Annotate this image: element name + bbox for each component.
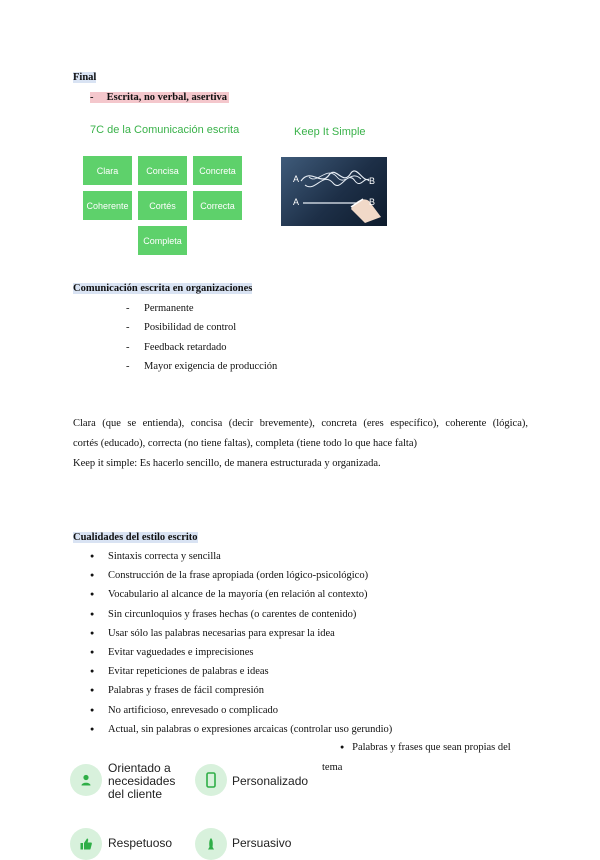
list-item: ● Vocabulario al alcance de la mayoría (en relación al contexto) (90, 585, 392, 604)
summary-paragraph (73, 414, 528, 474)
list-item: - Permanente (126, 299, 277, 318)
cell-concisa: Concisa (138, 156, 187, 185)
heading-final: Final (73, 72, 97, 83)
kis-title: Keep It Simple (294, 126, 366, 138)
list-item: ● Construcción de la frase apropiada (orden lógico-psicológico) (90, 566, 392, 585)
seven-c-grid (83, 156, 243, 256)
extra-item-line-1: Palabras y frases que sean propias del (352, 742, 511, 753)
subheading-text: Escrita, no verbal, asertiva (106, 92, 228, 103)
seven-c-title: 7C de la Comunicación escrita (90, 124, 240, 136)
paragraph-line-3: Keep it simple: Es hacerlo sencillo, de manera estructurada y organizada. (73, 458, 381, 469)
bullet-icon: ● (340, 743, 345, 751)
feature-personalized: Personalizado (232, 774, 309, 788)
kis-label-a2: A (293, 197, 300, 207)
feature-line: Orientado a (108, 761, 171, 775)
list-item: ● Evitar repeticiones de palabras e ideas (90, 662, 392, 681)
qualities-list (90, 547, 392, 739)
paragraph-line-2: cortés (educado), correcta (no tiene faltas), completa (tiene todo lo que hace falta) (73, 438, 417, 449)
feature-persuasive: Persuasivo (232, 836, 292, 850)
subheading (90, 92, 229, 103)
kis-label-b1: B (369, 176, 376, 186)
scribble-path-illustration (281, 157, 387, 226)
cell-coherente: Coherente (83, 191, 132, 220)
cell-correcta: Correcta (193, 191, 242, 220)
org-title: Comunicación escrita en organizaciones (73, 283, 253, 294)
cell-completa: Completa (138, 226, 187, 255)
list-item: ● Actual, sin palabras o expresiones arcaicas (controlar uso gerundio) (90, 720, 392, 739)
cell-cortes: Cortés (138, 191, 187, 220)
rocket-icon (195, 828, 227, 860)
kis-image (281, 157, 387, 226)
cell-concreta: Concreta (193, 156, 242, 185)
mobile-icon (195, 764, 227, 796)
feature-line: del cliente (108, 787, 163, 801)
cell-clara: Clara (83, 156, 132, 185)
list-item: - Mayor exigencia de producción (126, 357, 277, 376)
list-item: ● Usar sólo las palabras necesarias para expresar la idea (90, 624, 392, 643)
extra-item-line-2: tema (322, 762, 343, 773)
subheading-dash: - (90, 92, 107, 103)
org-list (126, 299, 277, 376)
feature-customer-oriented (108, 762, 175, 801)
thumbs-up-icon (70, 828, 102, 860)
list-item: ● Sin circunloquios y frases hechas (o carentes de contenido) (90, 605, 392, 624)
list-item: ● Sintaxis correcta y sencilla (90, 547, 392, 566)
list-item: - Posibilidad de control (126, 318, 277, 337)
extra-quality-item (340, 742, 511, 753)
feature-line: necesidades (108, 774, 176, 788)
person-icon (70, 764, 102, 796)
kis-label-a1: A (293, 174, 300, 184)
list-item: ● No artificioso, enrevesado o complicado (90, 701, 392, 720)
kis-label-b2: B (369, 197, 376, 207)
list-item: ● Evitar vaguedades e imprecisiones (90, 643, 392, 662)
list-item: - Feedback retardado (126, 338, 277, 357)
feature-respectful: Respetuoso (108, 836, 173, 850)
paragraph-line-1: Clara (que se entienda), concisa (decir brevemente), concreta (eres específico), coherente (lógica), (73, 418, 528, 429)
qualities-title: Cualidades del estilo escrito (73, 532, 198, 543)
list-item: ● Palabras y frases de fácil compresión (90, 681, 392, 700)
